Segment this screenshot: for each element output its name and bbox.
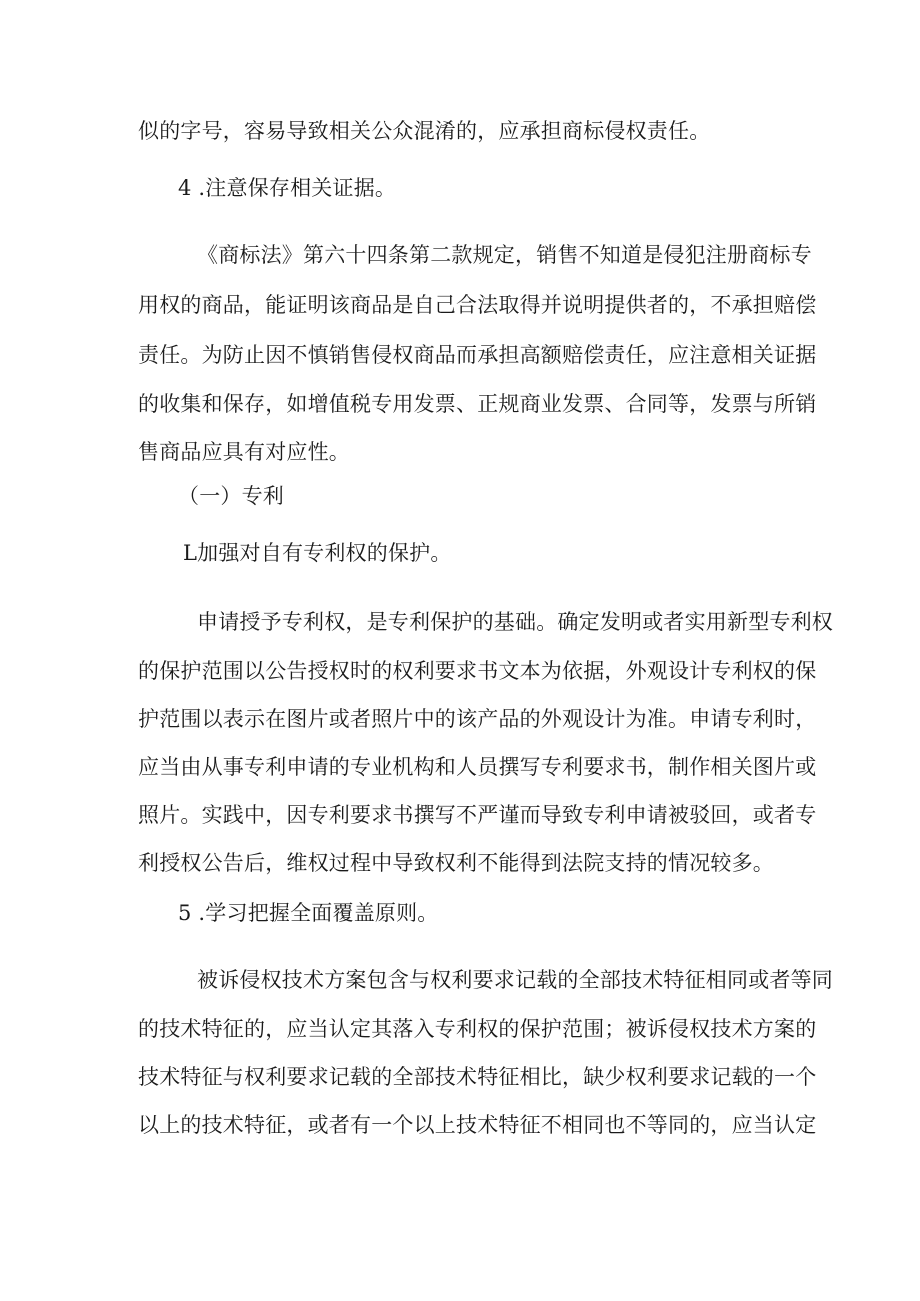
text-line: 责任。为防止因不慎销售侵权商品而承担高额赔偿责任，应注意相关证据 (138, 343, 817, 367)
text-line: 利授权公告后，维权过程中导致权利不能得到法院支持的情况较多。 (138, 851, 774, 875)
section-heading: 5 .学习把握全面覆盖原则。 (178, 901, 439, 925)
text-line: 技术特征与权利要求记载的全部技术特征相比，缺少权利要求记载的一个 (138, 1065, 817, 1089)
section-heading: （一）专利 (178, 484, 284, 508)
text-line: 的技术特征的，应当认定其落入专利权的保护范围；被诉侵权技术方案的 (138, 1017, 817, 1041)
text-line: 的保护范围以公告授权时的权利要求书文本为依据，外观设计专利权的保 (138, 659, 817, 683)
text-line: 申请授予专利权，是专利保护的基础。确定发明或者实用新型专利权 (197, 610, 833, 634)
text-line: 以上的技术特征，或者有一个以上技术特征不相同也不等同的，应当认定 (138, 1113, 817, 1137)
text-line: 照片。实践中，因专利要求书撰写不严谨而导致专利申请被驳回，或者专 (138, 803, 817, 827)
section-heading: 4 .注意保存相关证据。 (178, 176, 397, 200)
text-line: 护范围以表示在图片或者照片中的该产品的外观设计为准。申请专利时， (138, 707, 817, 731)
text-line: 《商标法》第六十四条第二款规定，销售不知道是侵犯注册商标专 (197, 243, 812, 267)
text-line: 被诉侵权技术方案包含与权利要求记载的全部技术特征相同或者等同 (197, 968, 833, 992)
text-line: 的收集和保存，如增值税专用发票、正规商业发票、合同等，发票与所销 (138, 392, 817, 416)
text-line: 似的字号，容易导致相关公众混淆的，应承担商标侵权责任。 (138, 119, 711, 143)
section-heading: L加强对自有专利权的保护。 (183, 541, 452, 565)
text-line: 售商品应具有对应性。 (138, 440, 350, 464)
text-line: 用权的商品，能证明该商品是自己合法取得并说明提供者的，不承担赔偿 (138, 293, 817, 317)
text-line: 应当由从事专利申请的专业机构和人员撰写专利要求书，制作相关图片或 (138, 755, 817, 779)
